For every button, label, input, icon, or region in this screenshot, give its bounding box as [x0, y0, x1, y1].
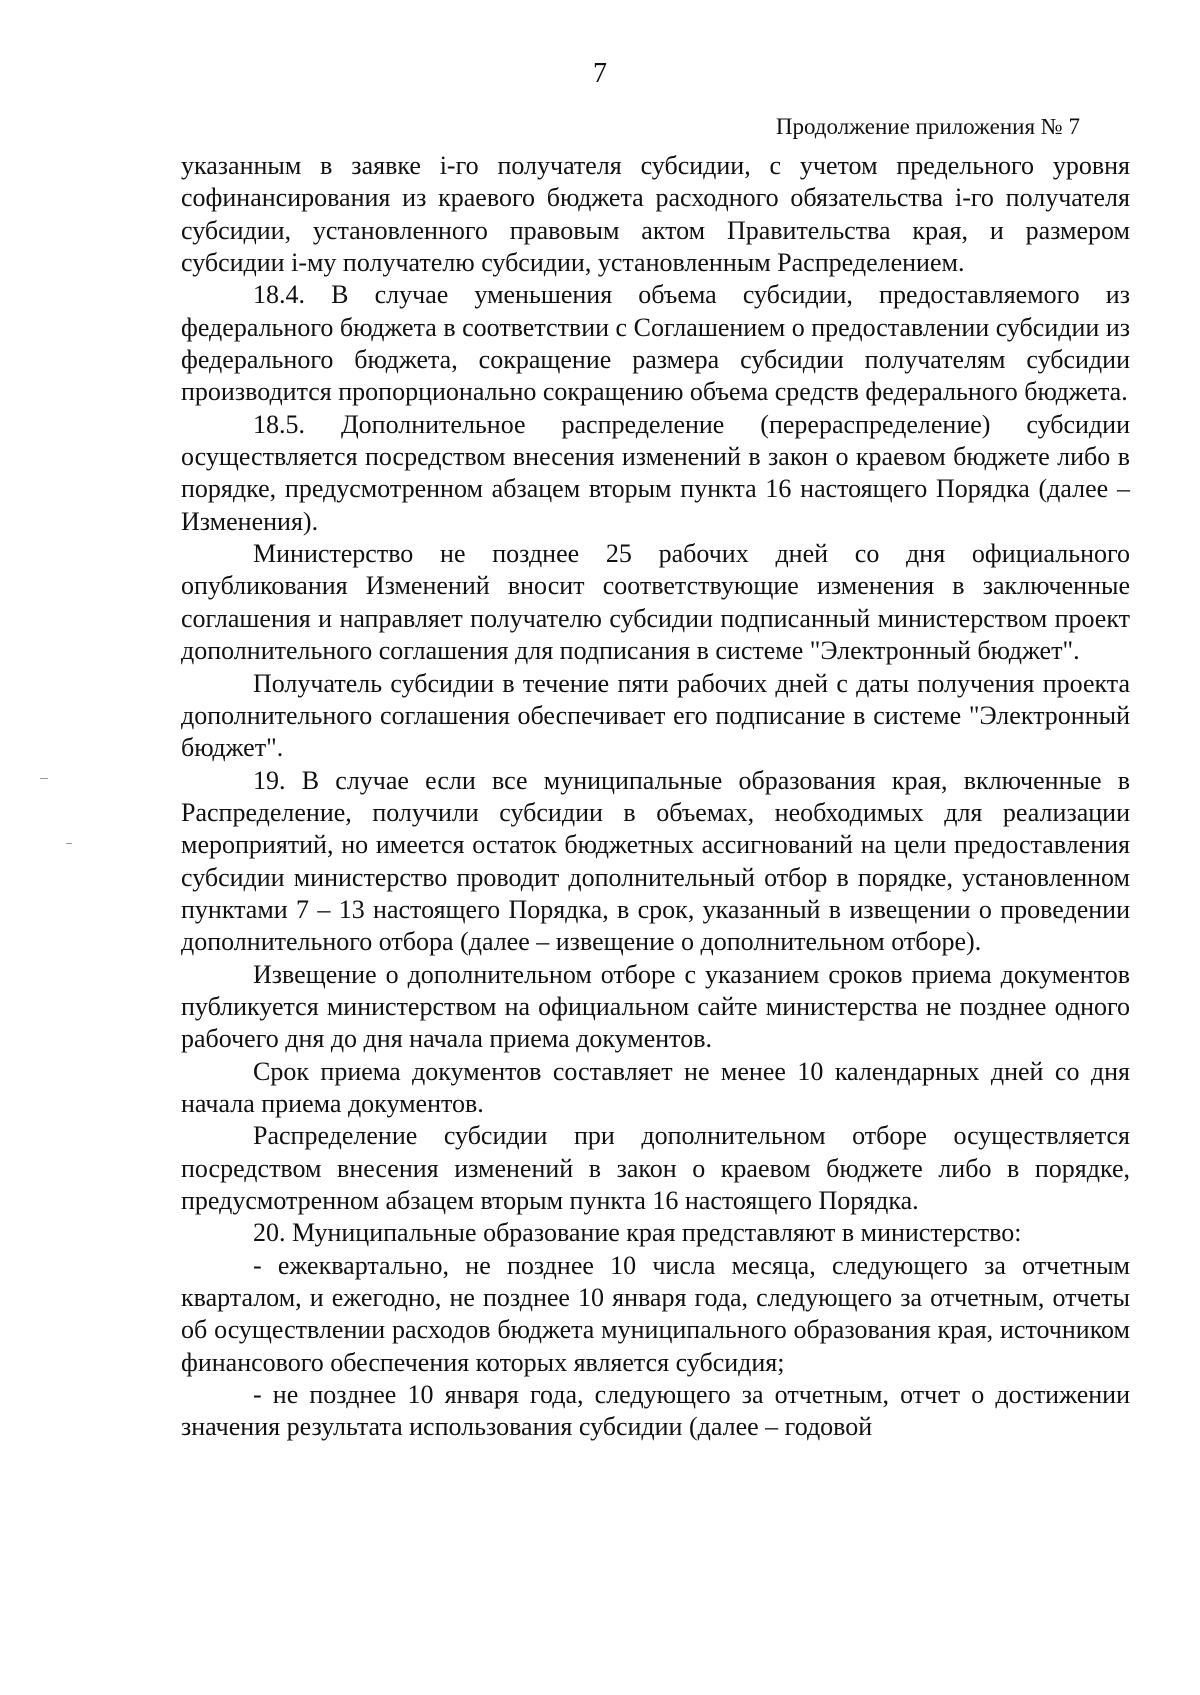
document-body [181, 150, 1130, 1444]
scan-artifact-mark [66, 843, 72, 844]
paragraph-18-4: 18.4. В случае уменьшения объема субсидии, предоставляемого из федерального бюджета в соответствии с Соглашением о предоставлении субсидии из федерального бюджета, сокращение размера субсидии получателям субсидии производится пропорционально сокращению объема средств федерального бюджета. [181, 280, 1130, 407]
scan-artifact-mark [40, 778, 48, 779]
paragraph-acceptance-period: Срок приема документов составляет не менее 10 календарных дней со дня начала приема документов. [181, 1056, 1130, 1118]
paragraph-20: 20. Муниципальные образование края представляют в министерство: [253, 1218, 1022, 1248]
list-item-quarterly-reports: - ежеквартально, не позднее 10 числа месяца, следующего за отчетным кварталом, и ежегодно, не позднее 10 января года, следующего за отчетным, отчеты об осуществлении расходов бюджета муниципального образования края, источником финансового обеспечения которых является субсидия; [181, 1250, 1130, 1377]
paragraph-distribution: Распределение субсидии при дополнительном отборе осуществляется посредством внесения изменений в закон о краевом бюджете либо в порядке, предусмотренном абзацем вторым пункта 16 настоящего Порядка. [181, 1121, 1130, 1215]
list-item-annual-report: - не позднее 10 января года, следующего за отчетным, отчет о достижении значения результата использования субсидии (далее – годовой [181, 1380, 1130, 1442]
paragraph-recipient-signing: Получатель субсидии в течение пяти рабочих дней с даты получения проекта дополнительного соглашения обеспечивает его подписание в системе "Электронный бюджет". [181, 668, 1130, 763]
paragraph-ministry-deadline: Министерство не позднее 25 рабочих дней со дня официального опубликования Изменений вносит соответствующие изменения в заключенные соглашения и направляет получателю субсидии подписанный министерством проект дополнительного соглашения для подписания в системе "Электронный бюджет". [181, 539, 1130, 666]
appendix-continuation-label: Продолжение приложения № 7 [775, 114, 1080, 139]
paragraph-selection-notice: Извещение о дополнительном отборе с указанием сроков приема документов публикуется министерством на официальном сайте министерства не позднее одного рабочего дня до дня начала приема документов. [181, 959, 1130, 1054]
page-number: 7 [593, 58, 607, 89]
paragraph-19: 19. В случае если все муниципальные образования края, включенные в Распределение, получили субсидии в объемах, необходимых для реализации мероприятий, но имеется остаток бюджетных ассигнований на цели предоставления субсидии министерство проводит дополнительный отбор в порядке, установленном пунктами 7 – 13 настоящего Порядка, в срок, указанный в извещении о проведении дополнительного отбора (далее – извещение о дополнительном отборе). [181, 765, 1130, 957]
paragraph-continued: указанным в заявке i-го получателя субсидии, с учетом предельного уровня софинансирования из краевого бюджета расходного обязательства i-го получателя субсидии, установленного правовым актом Правительства края, и размером субсидии i-му получателю субсидии, установленным Распределением. [181, 151, 1130, 278]
paragraph-18-5: 18.5. Дополнительное распределение (перераспределение) субсидии осуществляется посредством внесения изменений в закон о краевом бюджете либо в порядке, предусмотренном абзацем вторым пункта 16 настоящего Порядка (далее – Изменения). [181, 409, 1130, 536]
